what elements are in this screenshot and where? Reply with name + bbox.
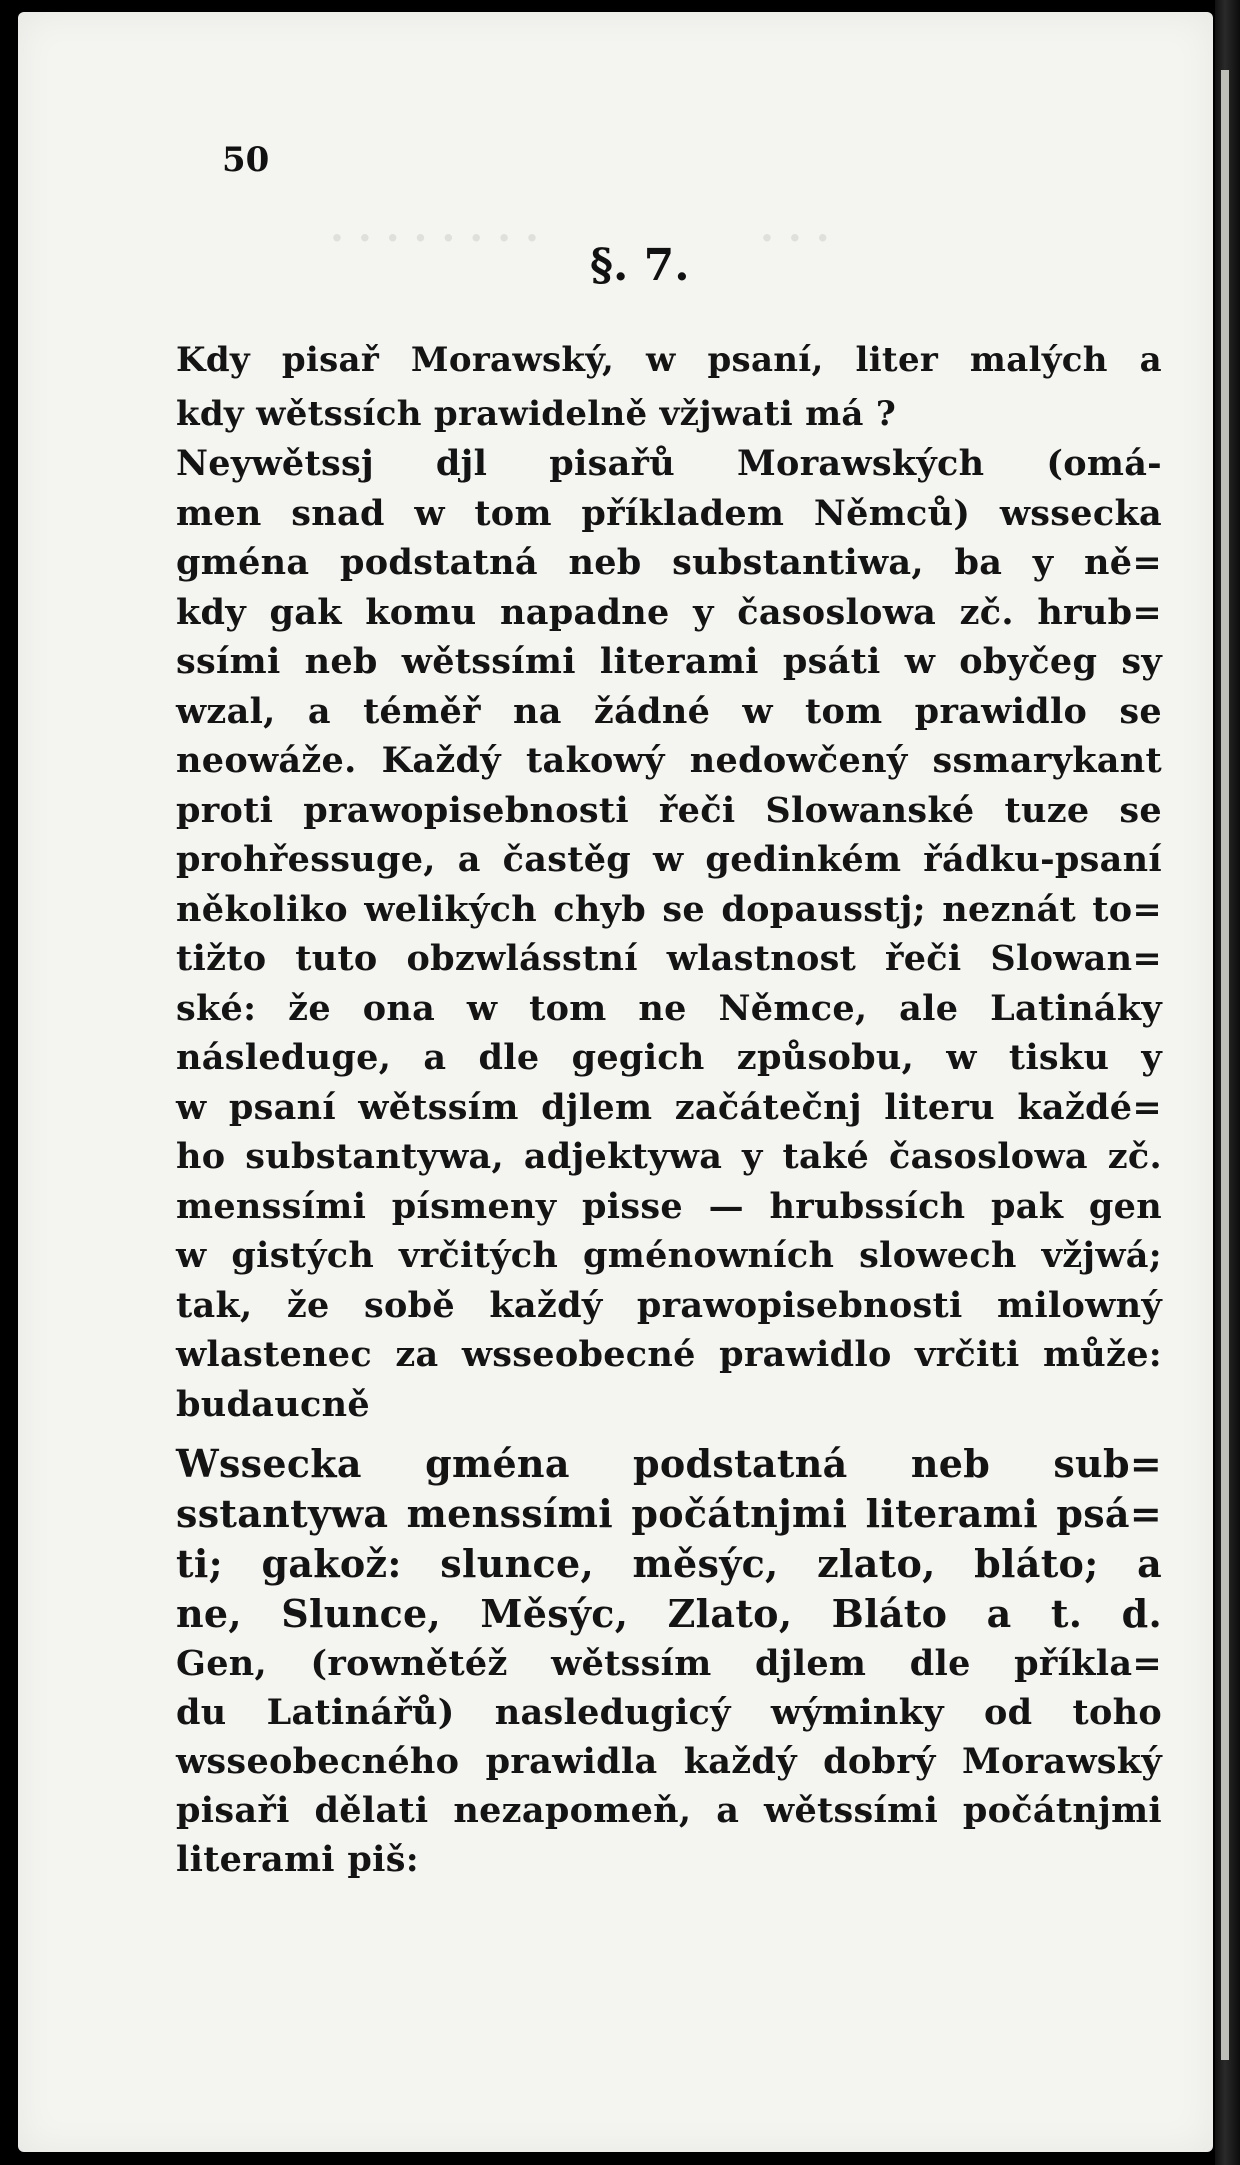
text-line: tak, že sobě každý prawopisebnosti milowný bbox=[176, 1284, 1162, 1326]
text-line: neowáže. Každý takowý nedowčený ssmarykant bbox=[176, 740, 1162, 781]
text-line: w gistých vrčitých gménowních slowech vžjwá; bbox=[176, 1235, 1162, 1276]
text-line: proti prawopisebnosti řeči Slowanské tuze se bbox=[176, 789, 1162, 831]
text-line: wsseobecného prawidla každý dobrý Morawský bbox=[176, 1741, 1162, 1782]
text-line: Neywětssj djl pisařů Morawských (omá- bbox=[176, 443, 1162, 484]
text-line: pisaři dělati nezapomeň, a wětssími počátnjmi bbox=[176, 1790, 1162, 1831]
text-line: tižto tuto obzwlásstní wlastnost řeči Slowan= bbox=[176, 938, 1162, 979]
text-line: gména podstatná neb substantiwa, ba y ně= bbox=[176, 542, 1162, 583]
text-line: wlastenec za wsseobecné prawidlo vrčiti může: bbox=[176, 1334, 1162, 1375]
text-line: ssími neb wětssími literami psáti w obyčeg sy bbox=[176, 641, 1162, 682]
next-page-edge bbox=[1221, 70, 1229, 2060]
text-line: ti; gakož: slunce, měsýc, zlato, bláto; a bbox=[176, 1541, 1162, 1586]
show-through-text: · · · · · · · · bbox=[330, 215, 539, 262]
text-line: du Latinářů) nasledugicý wýminky od toho bbox=[176, 1692, 1162, 1733]
text-line: následuge, a dle gegich způsobu, w tisku y bbox=[176, 1037, 1162, 1078]
text-line: Wssecka gména podstatná neb sub= bbox=[176, 1441, 1162, 1486]
text-line: kdy gak komu napadne y časoslowa zč. hrub= bbox=[176, 591, 1162, 633]
text-line: menssími písmeny pisse — hrubssích pak gen bbox=[176, 1185, 1162, 1227]
text-line: ské: že ona w tom ne Němce, ale Latináky bbox=[176, 987, 1162, 1029]
show-through-text: · · · bbox=[760, 215, 830, 262]
text-line: ho substantywa, adjektywa y také časoslowa zč. bbox=[176, 1136, 1162, 1177]
text-line: sstantywa menssími počátnjmi literami psá= bbox=[176, 1491, 1162, 1536]
page-number: 50 bbox=[222, 140, 270, 180]
text-line: wzal, a téměř na žádné w tom prawidlo se bbox=[176, 690, 1162, 732]
text-line: prohřessuge, a častěg w gedinkém řádku-psaní bbox=[176, 839, 1162, 880]
text-line: Kdy pisař Morawský, w psaní, liter malých a bbox=[176, 340, 1162, 380]
text-line: budaucně bbox=[176, 1383, 370, 1425]
text-line: ne, Slunce, Měsýc, Zlato, Bláto a t. d. bbox=[176, 1591, 1162, 1636]
text-line: kdy wětssích prawidelně vžjwati má ? bbox=[176, 394, 897, 434]
text-line: w psaní wětssím djlem začátečnj literu každé= bbox=[176, 1086, 1162, 1128]
book-spine-edge bbox=[1215, 0, 1240, 2165]
section-mark: §. 7. bbox=[590, 240, 690, 291]
text-line: men snad w tom příkladem Němců) wssecka bbox=[176, 492, 1162, 534]
text-line: několiko welikých chyb se dopausstj; neznát to= bbox=[176, 888, 1162, 930]
text-line: literami piš: bbox=[176, 1839, 419, 1880]
text-line: Gen, (rownětéž wětssím djlem dle příkla= bbox=[176, 1643, 1162, 1684]
